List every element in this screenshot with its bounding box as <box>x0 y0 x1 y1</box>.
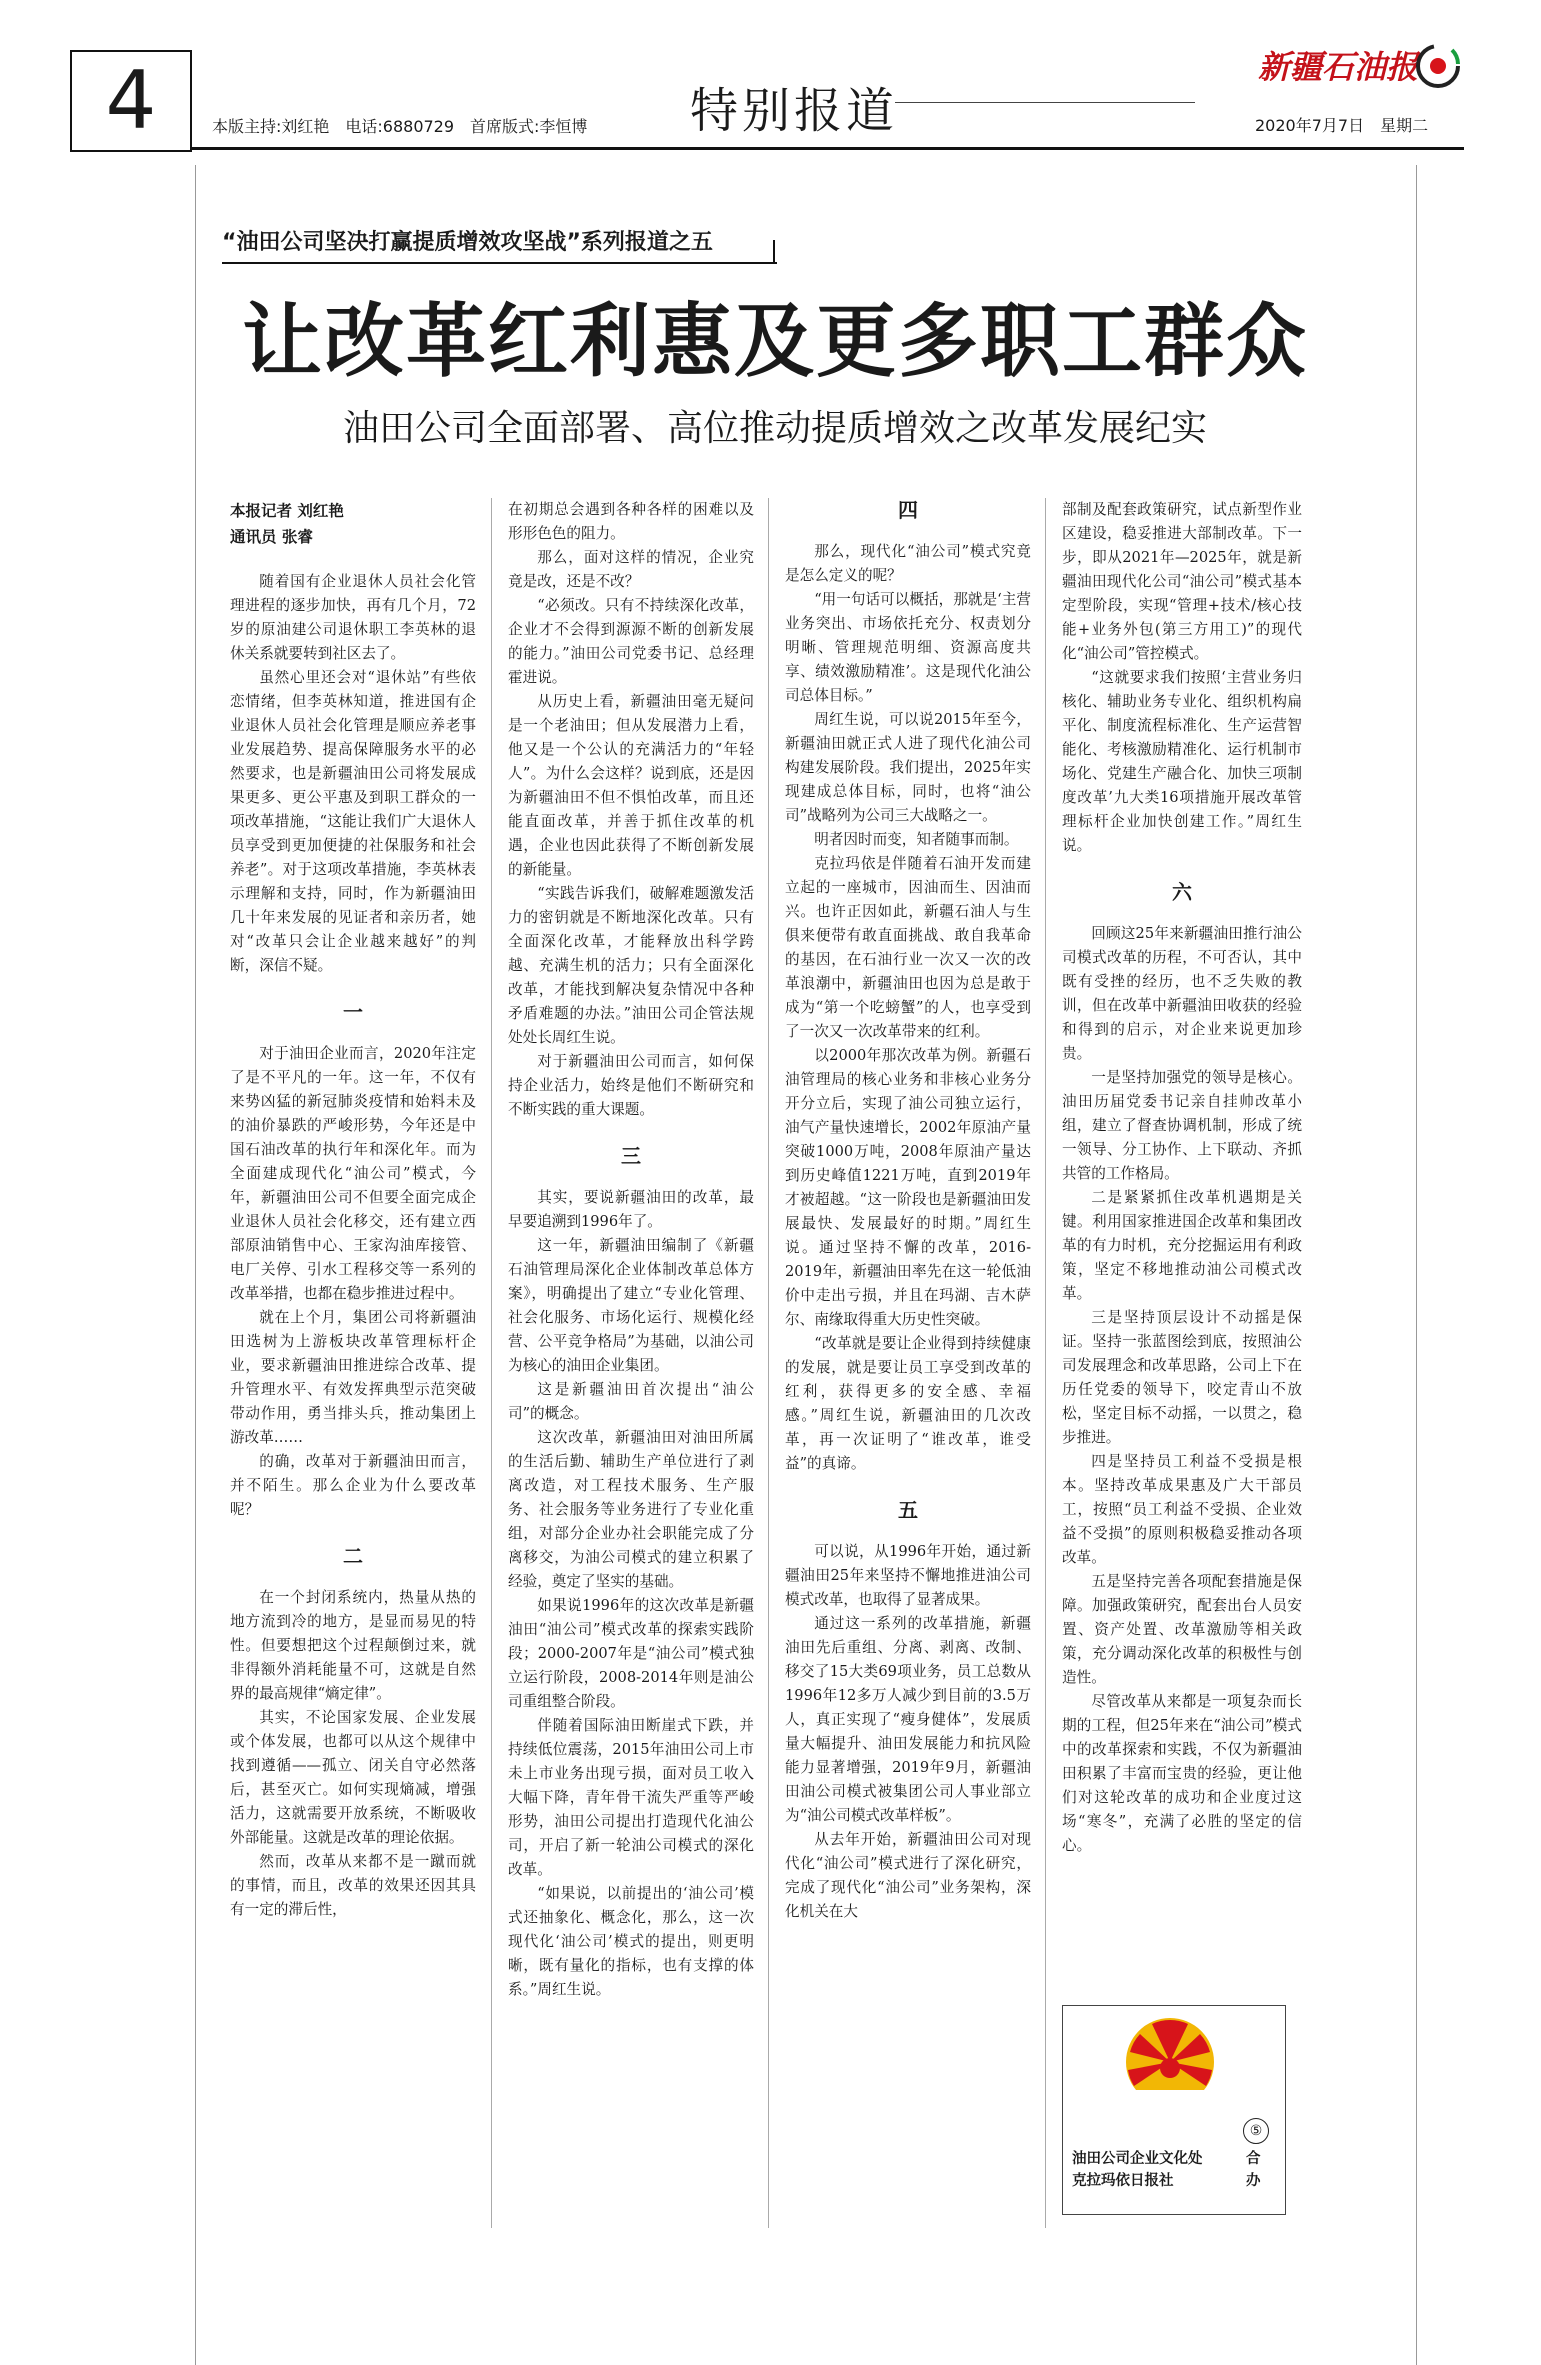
series-rule <box>222 262 777 264</box>
issue-date: 2020年7月7日 星期二 <box>1255 116 1429 135</box>
paragraph: 三是坚持顶层设计不动摇是保证。坚持一张蓝图绘到底，按照油公司发展理念和改革思路，公司上下在历任党委的领导下，咬定青山不放松，坚定目标不动摇，一以贯之，稳步推进。 <box>1062 1309 1302 1446</box>
headline: 让改革红利惠及更多职工群众 <box>242 295 1308 388</box>
series-number-badge: ⑤ <box>1243 2118 1269 2144</box>
paragraph: 其实，要说新疆油田的改革，最早要追溯到1996年了。 <box>508 1189 754 1230</box>
paragraph: 四是坚持员工利益不受损是根本。坚持改革成果惠及广大干部员工，按照“员工利益不受损、企业效益不受损”的原则积极稳妥推动各项改革。 <box>1062 1453 1302 1566</box>
paragraph: 在初期总会遇到各种各样的困难以及形形色色的阻力。 <box>508 501 754 542</box>
paragraph: 部制及配套政策研究，试点新型作业区建设，稳妥推进大部制改革。下一步，即从2021年—2025年，就是新疆油田现代化公司“油公司”模式基本定型阶段，实现“管理+技术/核心技能+业务外包(第三方用工)”的现代化“油公司”管控模式。 <box>1062 501 1302 662</box>
paragraph: “实践告诉我们，破解难题激发活力的密钥就是不断地深化改革。只有全面深化改革，才能释放出科学跨越、充满生机的活力；只有全面深化改革，才能找到解决复杂情况中各种矛盾难题的办法。”油田公司企管法规处处长周红生说。 <box>508 885 754 1046</box>
paragraph: 这是新疆油田首次提出“油公司”的概念。 <box>508 1381 754 1422</box>
editors-line: 本版主持:刘红艳 电话:6880729 首席版式:李恒博 <box>212 117 588 136</box>
paragraph: 那么，面对这样的情况，企业究竟是改，还是不改？ <box>508 549 754 590</box>
section-heading: 一 <box>343 1000 363 1024</box>
paragraph: “这就要求我们按照‘主营业务归核化、辅助业务专业化、组织机构扁平化、制度流程标准化、生产运营智能化、考核激励精准化、运行机制市场化、党建生产融合化、加快三项制度改革’九大类16项措施开展改革管理标杆企业加快创建工作。”周红生说。 <box>1062 669 1302 854</box>
paragraph: 克拉玛依是伴随着石油开发而建立起的一座城市，因油而生、因油而兴。也许正因如此，新疆石油人与生俱来便带有敢直面挑战、敢自我革命的基因，在石油行业一次又一次的改革浪潮中，新疆油田也因为总是敢于成为“第一个吃螃蟹”的人，也享受到了一次又一次改革带来的红利。 <box>785 855 1031 1040</box>
paragraph: 如果说1996年的这次改革是新疆油田“油公司”模式改革的探索实践阶段；2000-2007年是“油公司”模式独立运行阶段，2008-2014年则是油公司重组整合阶段。 <box>508 1597 754 1710</box>
series-title: “油田公司坚决打赢提质增效攻坚战”系列报道之五 <box>222 230 713 255</box>
petrochina-logo-icon <box>1120 2012 1220 2112</box>
section-name: 特别报道 <box>690 83 899 139</box>
badge-organizers <box>1072 2148 1203 2192</box>
paragraph: “改革就是要让企业得到持续健康的发展，就是要让员工享受到改革的红利，获得更多的安全感、幸福感。”周红生说，新疆油田的几次改革，再一次证明了“谁改革，谁受益”的真谛。 <box>785 1335 1031 1472</box>
section-heading: 六 <box>1172 880 1192 904</box>
paragraph: “必须改。只有不持续深化改革，企业才不会得到源源不断的创新发展的能力。”油田公司党委书记、总经理霍进说。 <box>508 597 754 686</box>
paragraph: 明者因时而变，知者随事而制。 <box>814 831 1019 848</box>
paragraph: 以2000年那次改革为例。新疆石油管理局的核心业务和非核心业务分开分立后，实现了油公司独立运行，油气产量快速增长，2002年原油产量突破1000万吨，2008年原油产量达到历史峰值1221万吨，直到2019年才被超越。“这一阶段也是新疆油田发展最快、发展最好的时期。”周红生说。通过坚持不懈的改革，2016-2019年，新疆油田率先在这一轮低油价中走出亏损，并且在玛湖、吉木萨尔、南缘取得重大历史性突破。 <box>785 1047 1031 1328</box>
byline-reporter: 本报记者 刘红艳 <box>230 502 344 520</box>
paragraph: 虽然心里还会对“退休站”有些依恋情绪，但李英林知道，推进国有企业退休人员社会化管理是顺应养老事业发展趋势、提高保障服务水平的必然要求，也是新疆油田公司将发展成果更多、更公平惠及到职工群众的一项改革措施，“这能让我们广大退休人员享受到更加便捷的社保服务和社会养老”。对于这项改革措施，李英林表示理解和支持，同时，作为新疆油田几十年来发展的见证者和亲历者，她对“改革只会让企业越来越好”的判断，深信不疑。 <box>230 669 476 974</box>
paragraph: 这一年，新疆油田编制了《新疆石油管理局深化企业体制改革总体方案》，明确提出了建立“专业化管理、社会化服务、市场化运行、规模化经营、公平竞争格局”为基础，以油公司为核心的油田企业集团。 <box>508 1237 754 1374</box>
paragraph: 尽管改革从来都是一项复杂而长期的工程，但25年来在“油公司”模式中的改革探索和实践，不仅为新疆油田积累了丰富而宝贵的经验，更让他们对这轮改革的成功和企业度过这场“寒冬”，充满了必胜的坚定的信心。 <box>1062 1693 1302 1854</box>
byline-correspondent: 通讯员 张睿 <box>230 528 313 546</box>
paragraph: 的确，改革对于新疆油田而言，并不陌生。那么企业为什么要改革呢？ <box>230 1453 476 1518</box>
paragraph: 伴随着国际油田断崖式下跌，并持续低位震荡，2015年油田公司上市未上市业务出现亏损，面对员工收入大幅下降，青年骨干流失严重等严峻形势，油田公司提出打造现代化油公司，开启了新一轮油公司模式的深化改革。 <box>508 1717 754 1878</box>
paragraph: 通过这一系列的改革措施，新疆油田先后重组、分离、剥离、改制、移交了15大类69项业务，员工总数从1996年12多万人减少到目前的3.5万人，真正实现了“瘦身健体”，发展质量大幅提升、油田发展能力和抗风险能力显著增强，2019年9月，新疆油田油公司模式被集团公司人事业部立为“油公司模式改革样板”。 <box>785 1615 1031 1824</box>
paragraph: 那么，现代化“油公司”模式究竟是怎么定义的呢？ <box>785 543 1031 584</box>
paragraph: 对于新疆油田公司而言，如何保持企业活力，始终是他们不断研究和不断实践的重大课题。 <box>508 1053 754 1118</box>
paragraph: 随着国有企业退休人员社会化管理进程的逐步加快，再有几个月，72岁的原油建公司退休职工李英林的退休关系就要转到社区去了。 <box>230 573 476 662</box>
paragraph: 从历史上看，新疆油田毫无疑问是一个老油田；但从发展潜力上看，他又是一个公认的充满活力的“年轻人”。为什么会这样？说到底，还是因为新疆油田不但不惧怕改革，而且还能直面改革，并善于抓住改革的机遇，企业也因此获得了不断创新发展的新能量。 <box>508 693 754 878</box>
paragraph: 周红生说，可以说2015年至今，新疆油田就正式人进了现代化油公司构建发展阶段。我们提出，2025年实现建成总体目标，同时，也将“油公司”战略列为公司三大战略之一。 <box>785 711 1031 824</box>
column-divider <box>768 498 769 2228</box>
paragraph: “用一句话可以概括，那就是‘主营业务突出、市场依托充分、权责划分明晰、管理规范明细、资源高度共享、绩效激励精准’。这是现代化油公司总体目标。” <box>785 591 1031 704</box>
paragraph: 回顾这25年来新疆油田推行油公司模式改革的历程，不可否认，其中既有受挫的经历，也不乏失败的教训，但在改革中新疆油田收获的经验和得到的启示，对企业来说更加珍贵。 <box>1062 925 1302 1062</box>
subheadline: 油田公司全面部署、高位推动提质增效之改革发展纪实 <box>342 408 1207 449</box>
paragraph: 二是紧紧抓住改革机遇期是关键。利用国家推进国企改革和集团改革的有力时机，充分挖掘运用有利政策，坚定不移地推动油公司模式改革。 <box>1062 1189 1302 1302</box>
paragraph: 其实，不论国家发展、企业发展或个体发展，也都可以从这个规律中找到遵循——孤立、闭关自守必然落后，甚至灭亡。如何实现熵减，增强活力，这就需要开放系统，不断吸收外部能量。这就是改革的理论依据。 <box>230 1709 476 1846</box>
series-rule-end <box>773 240 775 264</box>
column-divider <box>1045 498 1046 2228</box>
badge-joint-label: 合办 <box>1246 2151 1261 2189</box>
section-heading: 五 <box>898 1498 918 1522</box>
paragraph: “如果说，以前提出的‘油公司’模式还抽象化、概念化，那么，这一次现代化‘油公司’模式的提出，则更明晰，既有量化的指标，也有支撑的体系。”周红生说。 <box>508 1885 754 1998</box>
section-heading: 二 <box>343 1544 363 1568</box>
badge-org-2: 克拉玛依日报社 <box>1072 2173 1174 2189</box>
section-heading: 三 <box>621 1144 641 1168</box>
section-underline <box>895 102 1195 103</box>
page-number: 4 <box>70 50 192 152</box>
paragraph: 一是坚持加强党的领导是核心。油田历届党委书记亲自挂帅改革小组，建立了督查协调机制，形成了统一领导、分工协作、上下联动、齐抓共管的工作格局。 <box>1062 1069 1302 1182</box>
masthead: 新疆石油报 <box>1258 48 1419 86</box>
article-column-2 <box>508 498 754 2002</box>
paragraph: 从去年开始，新疆油田公司对现代化“油公司”模式进行了深化研究，完成了现代化“油公司”业务架构，深化机关在大 <box>785 1831 1031 1920</box>
paragraph: 然而，改革从来都不是一蹴而就的事情，而且，改革的效果还因其具有一定的滞后性， <box>230 1853 476 1918</box>
article-column-1 <box>230 498 476 1922</box>
paragraph: 在一个封闭系统内，热量从热的地方流到冷的地方，是显而易见的特性。但要想把这个过程颠倒过来，就非得额外消耗能量不可，这就是自然界的最高规律“熵定律”。 <box>230 1589 476 1702</box>
article-column-4 <box>1062 498 1302 1858</box>
paragraph: 五是坚持完善各项配套措施是保障。加强政策研究，配套出台人员安置、资产处置、改革激励等相关政策，充分调动深化改革的积极性与创造性。 <box>1062 1573 1302 1686</box>
newspaper-logo-icon <box>1412 40 1464 92</box>
paragraph: 对于油田企业而言，2020年注定了是不平凡的一年。这一年，不仅有来势凶猛的新冠肺炎疫情和始料未及的油价暴跌的严峻形势，今年还是中国石油改革的执行年和深化年。而为全面建成现代化“油公司”模式，今年，新疆油田公司不但要全面完成企业退休人员社会化移交，还有建立西部原油销售中心、王家沟油库接管、电厂关停、引水工程移交等一系列的改革举措，也都在稳步推进过程中。 <box>230 1045 476 1302</box>
badge-org-1: 油田公司企业文化处 <box>1072 2151 1203 2167</box>
paragraph: 这次改革，新疆油田对油田所属的生活后勤、辅助生产单位进行了剥离改造，对工程技术服务、生产服务、社会服务等业务进行了专业化重组，对部分企业办社会职能完成了分离移交，为油公司模式的建立积累了经验，奠定了坚实的基础。 <box>508 1429 754 1590</box>
article-column-3 <box>785 498 1031 1924</box>
paragraph: 可以说，从1996年开始，通过新疆油田25年来坚持不懈地推进油公司模式改革，也取得了显著成果。 <box>785 1543 1031 1608</box>
paragraph: 就在上个月，集团公司将新疆油田选树为上游板块改革管理标杆企业，要求新疆油田推进综合改革、提升管理水平、有效发挥典型示范突破带动作用，勇当排头兵，推动集团上游改革…… <box>230 1309 476 1446</box>
column-divider <box>491 498 492 2228</box>
section-heading: 四 <box>898 498 918 522</box>
